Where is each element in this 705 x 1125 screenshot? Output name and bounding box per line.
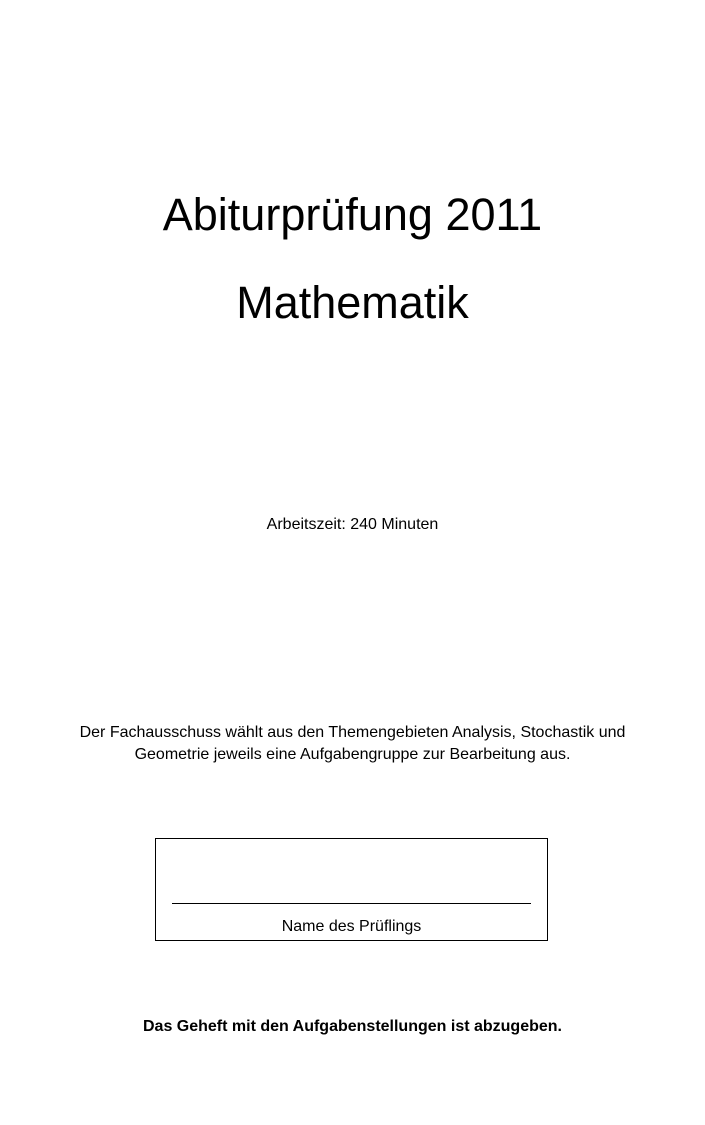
- name-label: Name des Prüflings: [281, 918, 422, 935]
- name-signature-line: [172, 903, 531, 904]
- exam-title: Abiturprüfung 2011: [162, 189, 543, 240]
- instructions-paragraph: [60, 722, 645, 766]
- working-time: Arbeitszeit: 240 Minuten: [266, 516, 439, 533]
- instructions-line-1: Der Fachausschuss wählt aus den Themengebieten Analysis, Stochastik und: [79, 724, 626, 741]
- instructions-line-2: Geometrie jeweils eine Aufgabengruppe zur Bearbeitung aus.: [134, 746, 571, 763]
- candidate-name-box: [155, 838, 548, 941]
- subject-title: Mathematik: [236, 277, 469, 328]
- submission-note: Das Geheft mit den Aufgabenstellungen ist abzugeben.: [142, 1018, 562, 1035]
